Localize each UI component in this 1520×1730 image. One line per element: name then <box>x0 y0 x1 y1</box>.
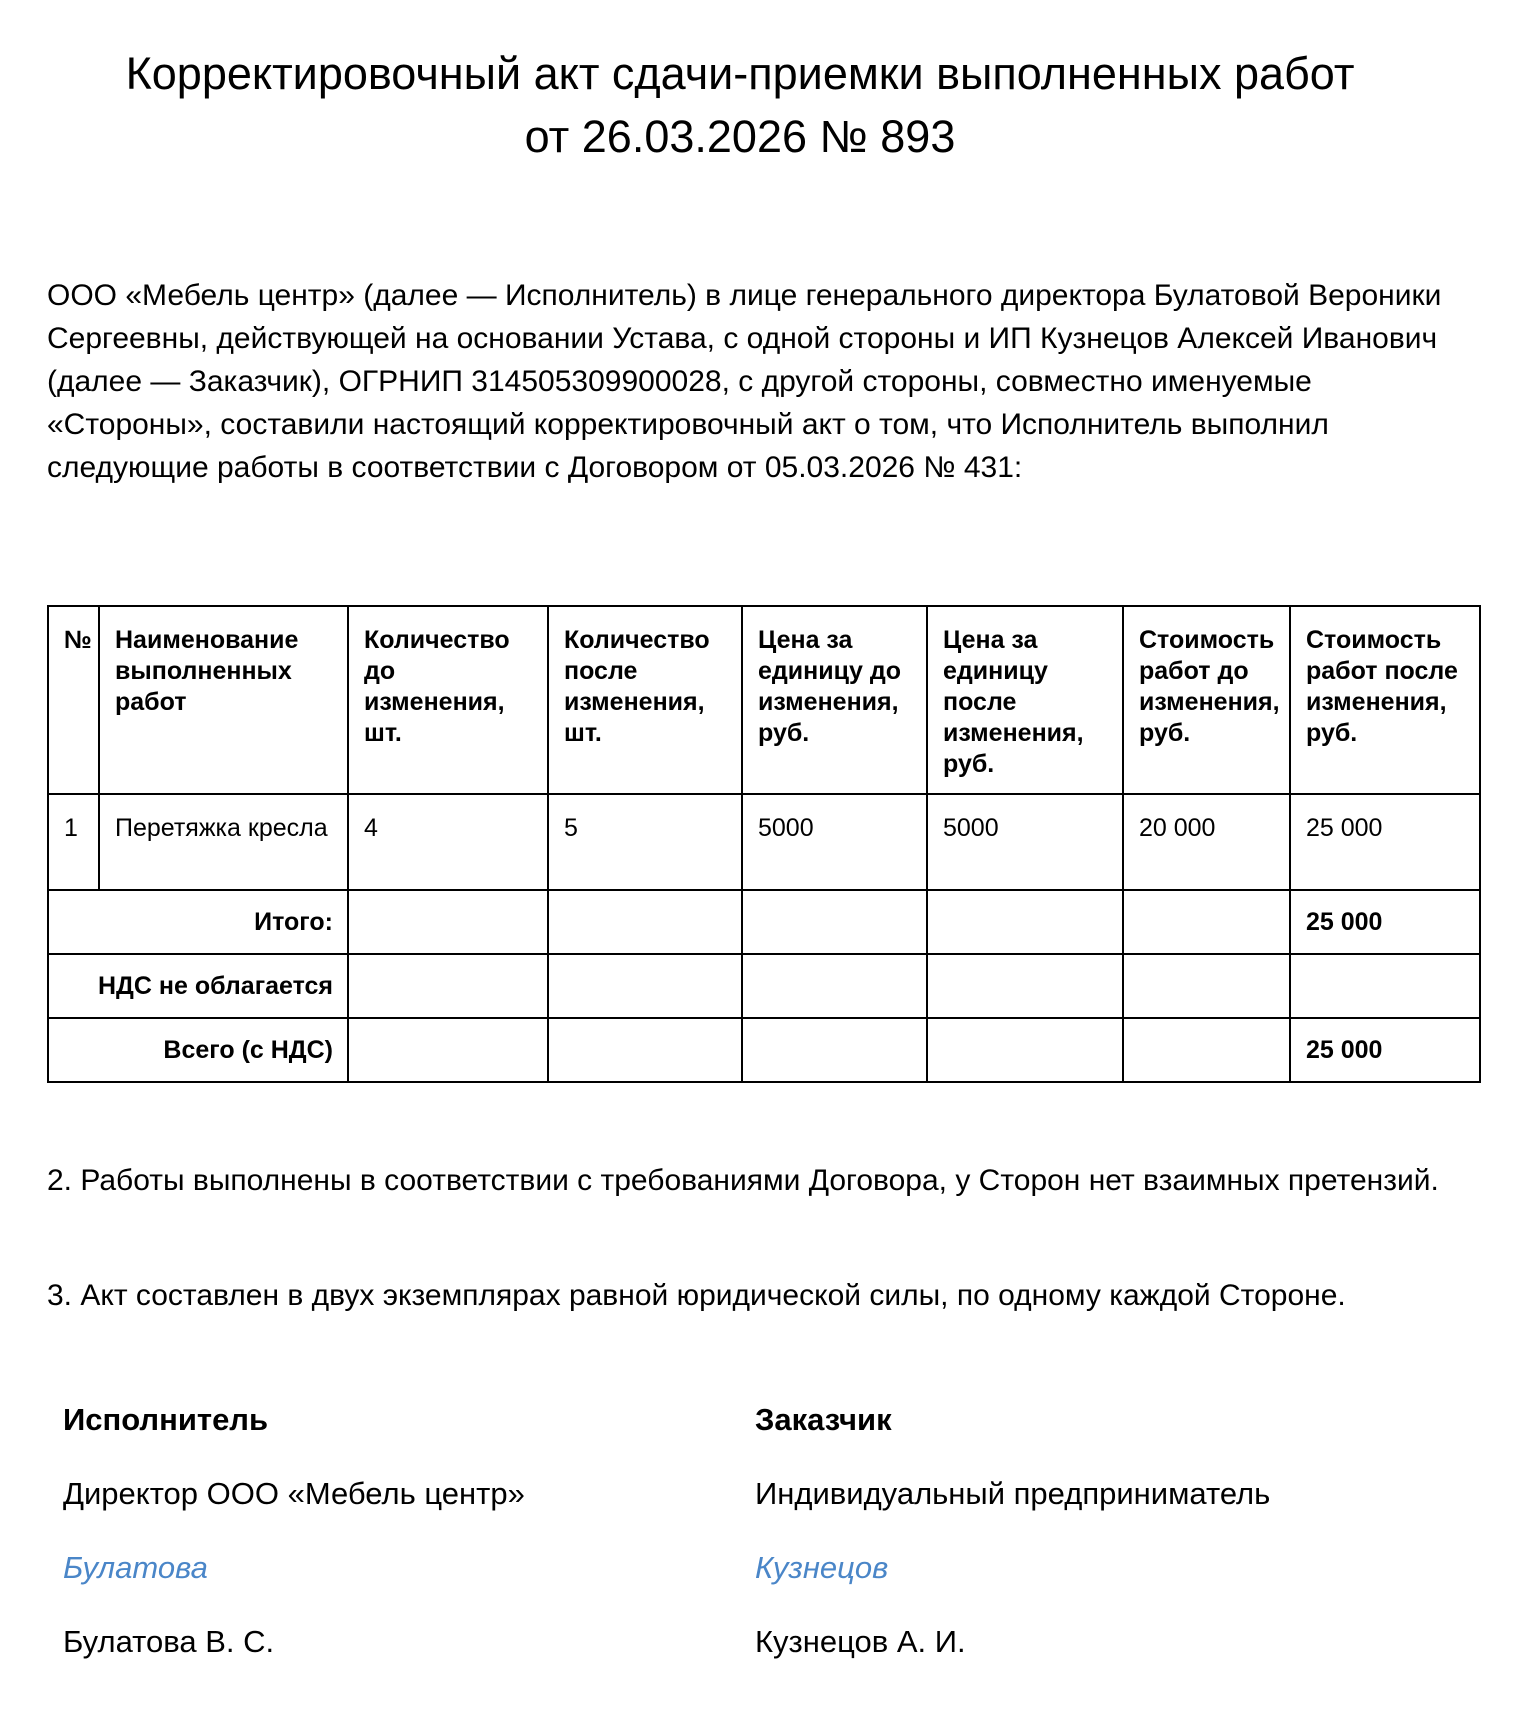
customer-position: Индивидуальный предприниматель <box>755 1476 1271 1511</box>
empty-cell <box>927 954 1123 1018</box>
table-header-row <box>48 606 1480 794</box>
empty-cell <box>548 1018 742 1082</box>
empty-cell <box>742 1018 927 1082</box>
header-cell-price-before: Цена за единицу до изменения, руб. <box>742 606 927 794</box>
empty-cell <box>742 954 927 1018</box>
empty-cell <box>348 1018 548 1082</box>
table-cell: Перетяжка кресла <box>99 794 348 890</box>
intro-paragraph: ООО «Мебель центр» (далее — Исполнитель) в лице генерального директора Булатовой Вероники Сергеевны, действующей на основании Устава, с одной стороны и ИП Кузнецов Алексей Иванович (далее — Заказчик), ОГРНИП 314505309900028, с другой стороны, совместно именуемые «Стороны», составили настоящий корректировочный акт о том, что Исполнитель выполнил следующие работы в соответствии с Договором от 05.03.2026 № 431: <box>47 279 1442 484</box>
executor-position: Директор ООО «Мебель центр» <box>63 1476 525 1511</box>
header-cell-number: № <box>48 606 99 794</box>
total-row <box>48 890 1480 954</box>
empty-cell <box>548 954 742 1018</box>
empty-cell <box>348 954 548 1018</box>
empty-cell <box>548 890 742 954</box>
title-line-2: от 26.03.2026 № 893 <box>524 111 956 162</box>
empty-cell <box>1123 1018 1290 1082</box>
empty-cell <box>1123 890 1290 954</box>
empty-cell <box>1123 954 1290 1018</box>
customer-name: Кузнецов А. И. <box>755 1624 966 1659</box>
table-cell: 5000 <box>742 794 927 890</box>
header-cell-cost-before: Стоимость работ до изменения, руб. <box>1123 606 1290 794</box>
vat-label: НДС не облагается <box>48 954 348 1018</box>
customer-role: Заказчик <box>755 1402 892 1437</box>
empty-cell <box>927 1018 1123 1082</box>
header-cell-price-after: Цена за единицу после изменения, руб. <box>927 606 1123 794</box>
document-title <box>0 42 1480 168</box>
executor-role: Исполнитель <box>63 1402 269 1437</box>
vat-row <box>48 954 1480 1018</box>
grand-total-label: Всего (с НДС) <box>48 1018 348 1082</box>
header-cell-cost-after: Стоимость работ после изменения, руб. <box>1290 606 1480 794</box>
table-cell: 4 <box>348 794 548 890</box>
executor-name: Булатова В. С. <box>63 1624 275 1659</box>
table-cell: 20 000 <box>1123 794 1290 890</box>
empty-cell <box>348 890 548 954</box>
total-label: Итого: <box>48 890 348 954</box>
empty-cell <box>742 890 927 954</box>
grand-total-value: 25 000 <box>1290 1018 1480 1082</box>
clause-3: 3. Акт составлен в двух экземплярах равной юридической силы, по одному каждой Стороне. <box>47 1279 1346 1312</box>
clause-2: 2. Работы выполнены в соответствии с требованиями Договора, у Сторон нет взаимных претензий. <box>47 1164 1439 1197</box>
table-cell: 25 000 <box>1290 794 1480 890</box>
header-cell-name: Наименование выполненных работ <box>99 606 348 794</box>
title-line-1: Корректировочный акт сдачи-приемки выполненных работ <box>125 48 1355 99</box>
table-cell: 1 <box>48 794 99 890</box>
header-cell-qty-after: Количество после изменения, шт. <box>548 606 742 794</box>
empty-cell <box>927 890 1123 954</box>
total-value: 25 000 <box>1290 890 1480 954</box>
table-row <box>48 794 1480 890</box>
customer-signature: Кузнецов <box>755 1550 889 1585</box>
header-cell-qty-before: Количество до изменения, шт. <box>348 606 548 794</box>
grand-total-row <box>48 1018 1480 1082</box>
table-cell: 5000 <box>927 794 1123 890</box>
table-cell: 5 <box>548 794 742 890</box>
vat-value <box>1290 954 1480 1018</box>
executor-signature: Булатова <box>63 1550 208 1585</box>
works-table <box>47 605 1481 1083</box>
